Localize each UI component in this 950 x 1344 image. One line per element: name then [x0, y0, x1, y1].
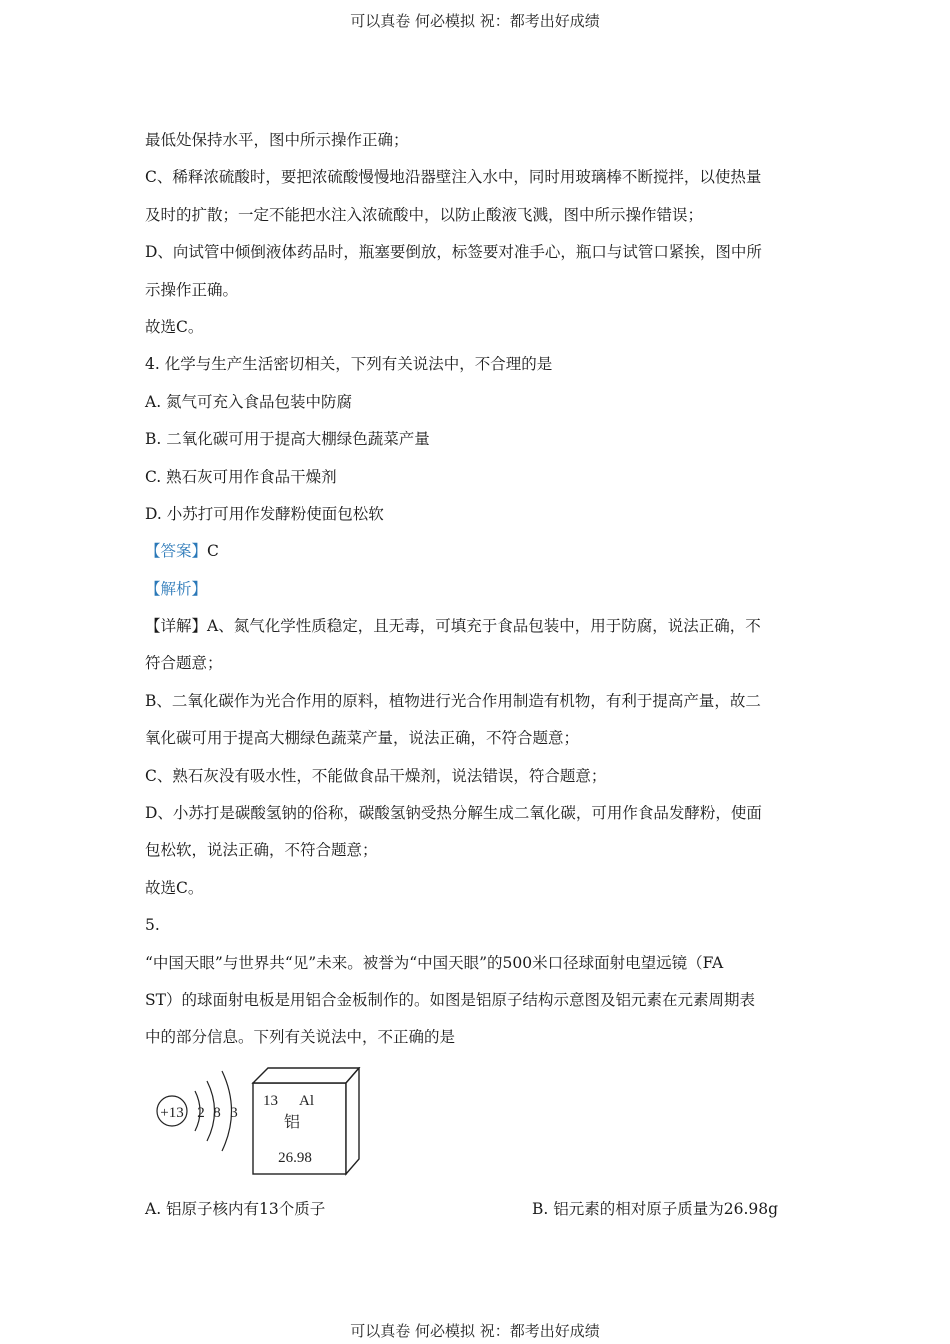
question-5-option-b: B. 铝元素的相对原子质量为26.98g	[532, 1199, 779, 1218]
question-5-number: 5.	[145, 916, 160, 935]
aluminum-figure	[145, 1067, 810, 1185]
page-footer: 可以真卷 何必模拟 祝：都考出好成绩	[350, 1322, 600, 1340]
text-line: 故选C。	[145, 878, 204, 897]
text-line: 包松软，说法正确，不符合题意；	[145, 841, 378, 860]
text-line: B、二氧化碳作为光合作用的原料，植物进行光合作用制造有机物，有利于提高产量，故二	[145, 691, 761, 710]
text-line: 示操作正确。	[145, 280, 239, 299]
question-4-option-b: B. 二氧化碳可用于提高大棚绿色蔬菜产量	[145, 430, 430, 449]
text-line: 氧化碳可用于提高大棚绿色蔬菜产量，说法正确，不符合题意；	[145, 729, 580, 748]
page-header: 可以真卷 何必模拟 祝：都考出好成绩	[350, 12, 600, 30]
text-line: 最低处保持水平，图中所示操作正确；	[145, 131, 409, 149]
atomic-number: 13	[263, 1092, 278, 1109]
detail-text: A、氮气化学性质稳定，且无毒，可填充于食品包装中，用于防腐，说法正确，不	[207, 617, 761, 636]
element-name: 铝	[283, 1113, 301, 1131]
shell-electrons-3: 3	[230, 1104, 238, 1121]
shell-electrons-2: 8	[213, 1104, 221, 1121]
question-5-stem: “中国天眼”与世界共“见”未来。被誉为“中国天眼”的500米口径球面射电望远镜（FA	[145, 953, 724, 972]
question-4-stem: 4. 化学与生产生活密切相关，下列有关说法中，不合理的是	[145, 355, 553, 374]
text-line: 故选C。	[145, 317, 204, 336]
answer-value: C	[207, 542, 219, 561]
text-line: D、向试管中倾倒液体药品时，瓶塞要倒放，标签要对准手心，瓶口与试管口紧挨，图中所	[145, 243, 762, 262]
answer-label: 【答案】	[145, 542, 208, 561]
answer-line	[145, 533, 810, 570]
detail-label: 【详解】	[145, 617, 208, 636]
text-line: 符合题意；	[145, 654, 223, 673]
atomic-mass: 26.98	[278, 1149, 312, 1166]
question-5-options	[145, 1191, 810, 1228]
analysis-label: 【解析】	[145, 579, 208, 598]
element-card-side	[346, 1068, 359, 1174]
question-5-stem: ST）的球面射电板是用铝合金板制作的。如图是铝原子结构示意图及铝元素在元素周期表	[145, 990, 755, 1009]
question-5-stem: 中的部分信息。下列有关说法中，不正确的是	[145, 1028, 456, 1047]
question-4-option-c: C. 熟石灰可用作食品干燥剂	[145, 467, 337, 486]
text-line: C、稀释浓硫酸时，要把浓硫酸慢慢地沿器壁注入水中，同时用玻璃棒不断搅拌，以使热量	[145, 168, 762, 187]
question-5-option-a: A. 铝原子核内有13个质子	[145, 1199, 326, 1218]
nucleus-charge: +13	[160, 1104, 184, 1121]
element-symbol: Al	[299, 1092, 314, 1109]
text-line: D、小苏打是碳酸氢钠的俗称，碳酸氢钠受热分解生成二氧化碳，可用作食品发酵粉，使面	[145, 804, 762, 823]
question-4-option-a: A. 氮气可充入食品包装中防腐	[145, 392, 353, 411]
text-line: 及时的扩散；一定不能把水注入浓硫酸中，以防止酸液飞溅，图中所示操作错误；	[145, 205, 704, 224]
document-body	[145, 122, 810, 1228]
shell-electrons-1: 2	[197, 1104, 205, 1121]
detail-line	[145, 608, 810, 645]
element-card-top	[253, 1068, 359, 1083]
question-4-option-d: D. 小苏打可用作发酵粉使面包松软	[145, 504, 384, 523]
aluminum-diagram	[145, 1067, 375, 1179]
text-line: C、熟石灰没有吸水性，不能做食品干燥剂，说法错误，符合题意；	[145, 766, 607, 785]
